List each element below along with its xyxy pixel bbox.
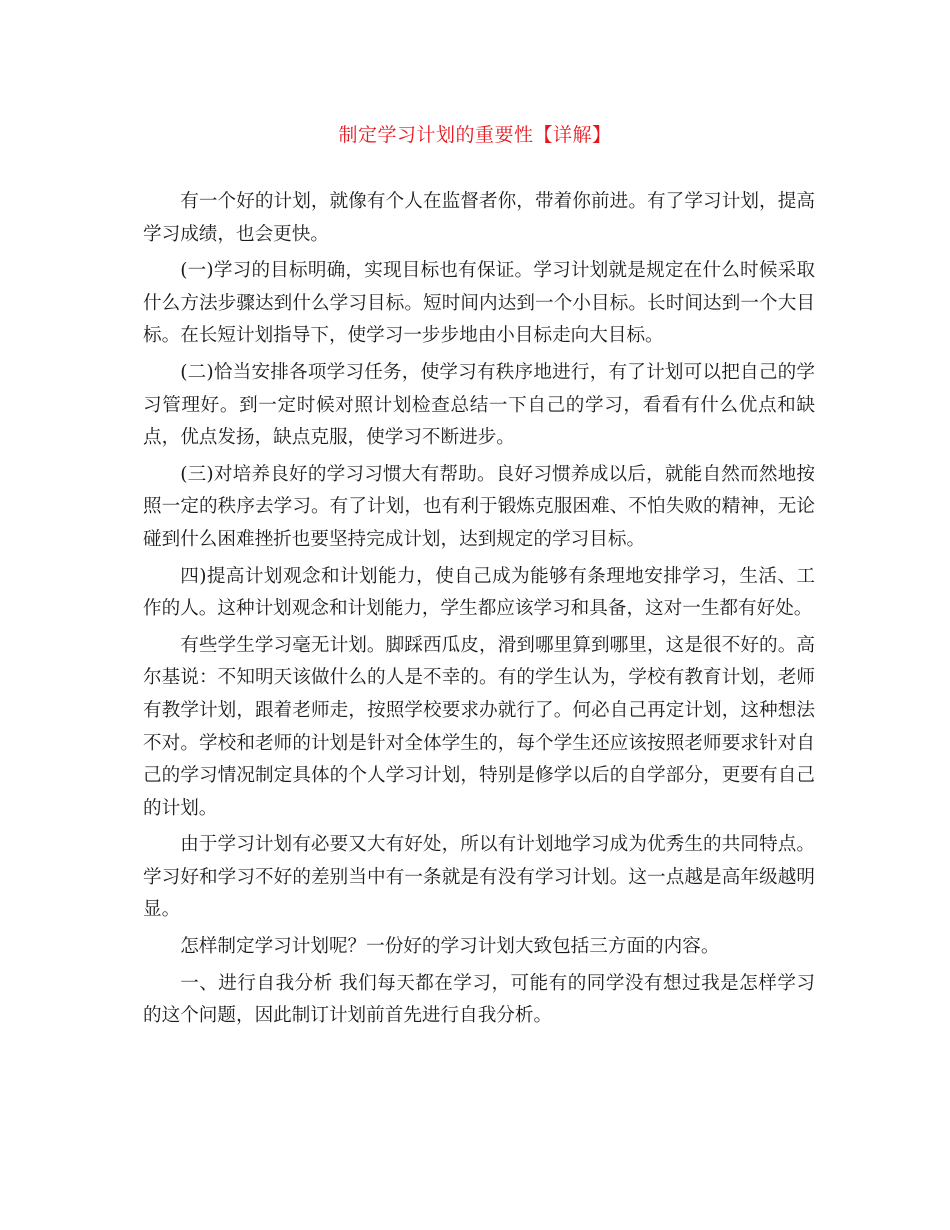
document-title: 制定学习计划的重要性【详解】 [338, 124, 612, 146]
paragraph-self-analysis: 一、进行自我分析 我们每天都在学习，可能有的同学没有想过我是怎样学习的这个问题，因此制订计划前首先进行自我分析。 [143, 972, 815, 1027]
paragraph-intro: 有一个好的计划，就像有个人在监督者你，带着你前进。有了学习计划，提高学习成绩，也会更快。 [143, 191, 815, 245]
paragraph-benefits: 由于学习计划有必要又大有好处，所以有计划地学习成为优秀生的共同特点。学习好和学习不好的差别当中有一条就是有没有学习计划。这一点越是高年级越明显。 [143, 834, 815, 921]
paragraph-how-to: 怎样制定学习计划呢？一份好的学习计划大致包括三方面的内容。 [180, 936, 720, 958]
paragraph-point-2: (二)恰当安排各项学习任务，使学习有秩序地进行，有了计划可以把自己的学习管理好。到一定时候对照计划检查总结一下自己的学习，看看有什么优点和缺点，优点发扬，缺点克服，使学习不断进步。 [143, 361, 815, 449]
document-body [143, 186, 815, 1037]
paragraph-no-plan: 有些学生学习毫无计划。脚踩西瓜皮，滑到哪里算到哪里，这是很不好的。高尔基说：不知明天该做什么的人是不幸的。有的学生认为，学校有教育计划，老师有教学计划，跟着老师走，按照学校要求办就行了。何必自己再定计划，这种想法不对。学校和老师的计划是针对全体学生的，每个学生还应该按照老师要求针对自己的学习情况制定具体的个人学习计划，特别是修学以后的自学部分，更要有自己的计划。 [143, 634, 815, 819]
paragraph-point-3: (三)对培养良好的学习习惯大有帮助。良好习惯养成以后，就能自然而然地按照一定的秩序去学习。有了计划，也有利于锻炼克服困难、不怕失败的精神，无论碰到什么困难挫折也要坚持完成计划，达到规定的学习目标。 [143, 463, 815, 550]
paragraph-point-4: 四)提高计划观念和计划能力，使自己成为能够有条理地安排学习，生活、工作的人。这种计划观念和计划能力，学生都应该学习和具备，这对一生都有好处。 [143, 565, 815, 620]
paragraph-point-1: (一)学习的目标明确，实现目标也有保证。学习计划就是规定在什么时候采取什么方法步骤达到什么学习目标。短时间内达到一个小目标。长时间达到一个大目标。在长短计划指导下，使学习一步步地由小目标走向大目标。 [143, 260, 815, 347]
